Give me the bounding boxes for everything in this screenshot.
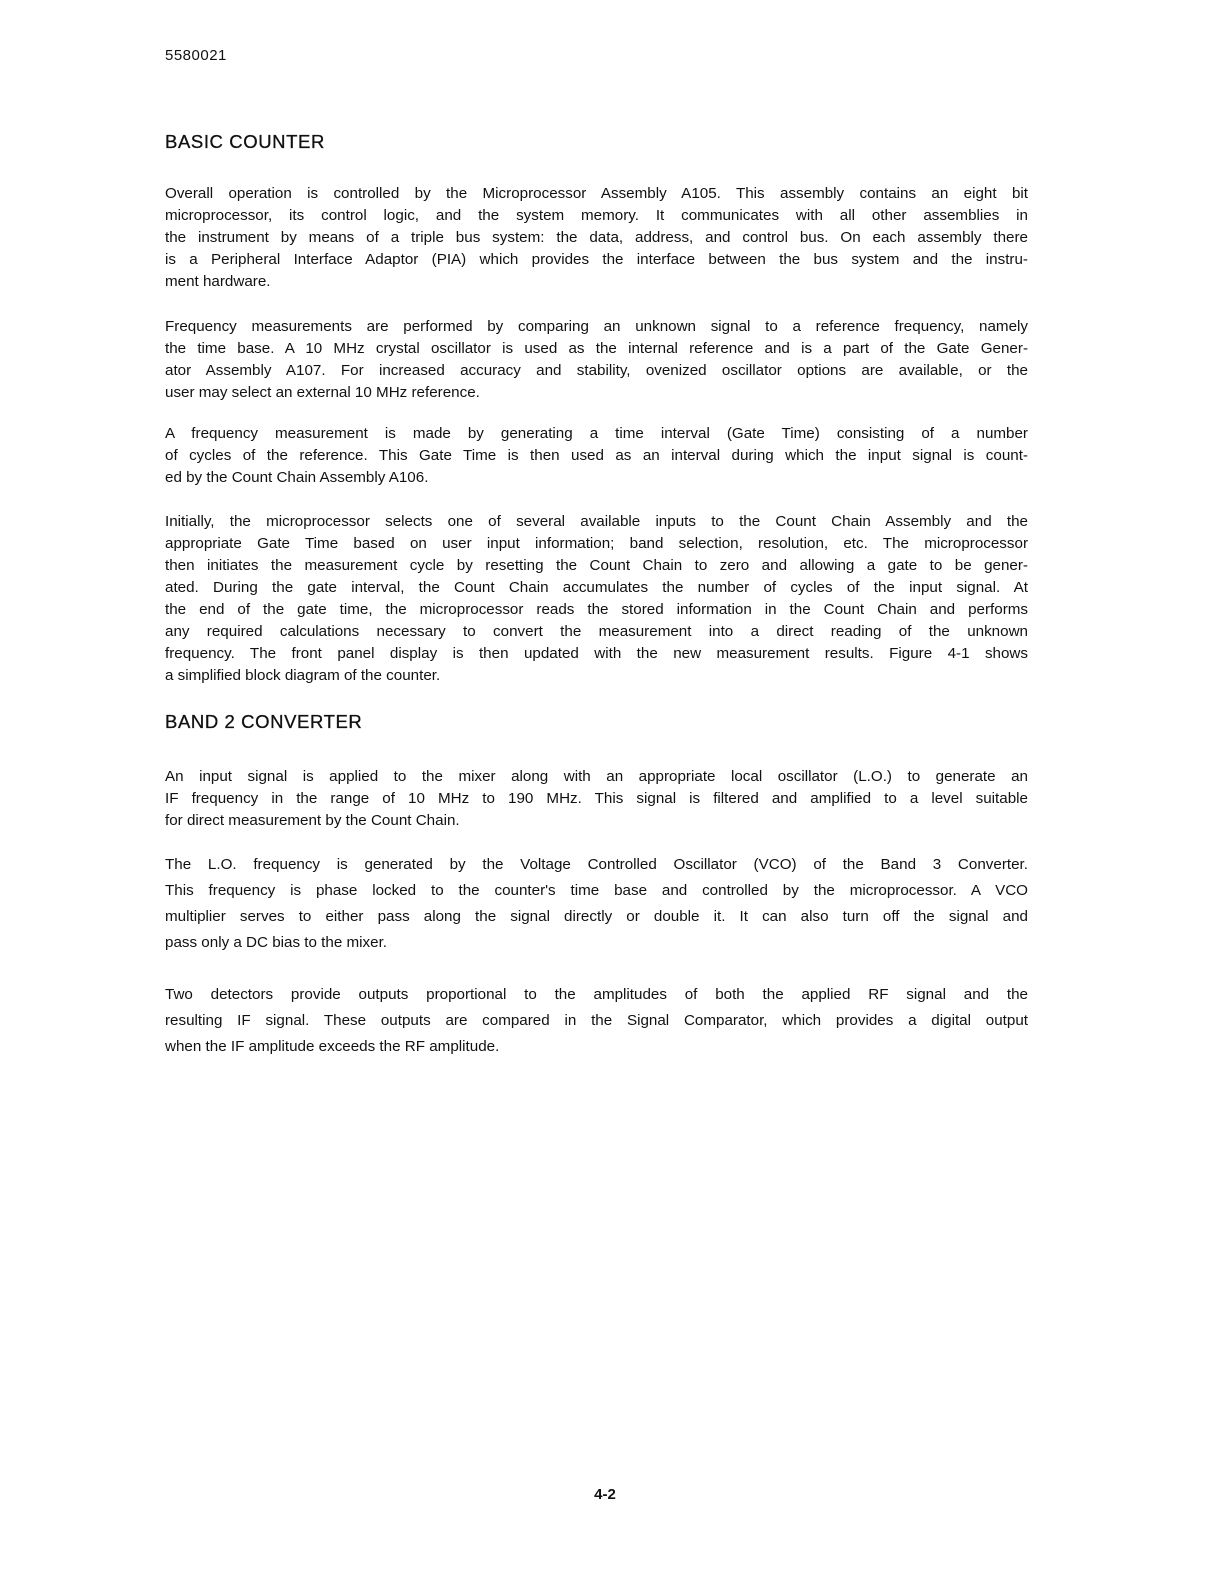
text-line: of cycles of the reference. This Gate Time is then used as an interval during which the input signal is count- bbox=[165, 447, 1028, 464]
text-line: then initiates the measurement cycle by resetting the Count Chain to zero and allowing a gate to be gener- bbox=[165, 557, 1028, 574]
text-line: resulting IF signal. These outputs are compared in the Signal Comparator, which provides a digital output bbox=[165, 1012, 1028, 1029]
text-line: a simplified block diagram of the counter. bbox=[165, 667, 441, 684]
text-line: any required calculations necessary to convert the measurement into a direct reading of the unknown bbox=[165, 623, 1028, 640]
text-line: A frequency measurement is made by generating a time interval (Gate Time) consisting of a number bbox=[165, 425, 1028, 442]
text-line: appropriate Gate Time based on user input information; band selection, resolution, etc. The microprocessor bbox=[165, 535, 1028, 552]
text-line: the time base. A 10 MHz crystal oscillator is used as the internal reference and is a part of the Gate Gener- bbox=[165, 340, 1028, 357]
document-number: 5580021 bbox=[165, 47, 227, 64]
paragraph bbox=[165, 316, 1028, 404]
text-line: Two detectors provide outputs proportional to the amplitudes of both the applied RF signal and the bbox=[165, 986, 1028, 1003]
text-line: The L.O. frequency is generated by the Voltage Controlled Oscillator (VCO) of the Band 3 Converter. bbox=[165, 856, 1028, 873]
paragraph bbox=[165, 423, 1028, 489]
text-line: An input signal is applied to the mixer along with an appropriate local oscillator (L.O.) to generate an bbox=[165, 768, 1028, 785]
text-line: ed by the Count Chain Assembly A106. bbox=[165, 469, 429, 486]
paragraph bbox=[165, 511, 1028, 687]
text-line: frequency. The front panel display is then updated with the new measurement results. Figure 4-1 shows bbox=[165, 645, 1028, 662]
text-line: when the IF amplitude exceeds the RF amplitude. bbox=[165, 1038, 500, 1055]
text-line: This frequency is phase locked to the counter's time base and controlled by the microprocessor. A VCO bbox=[165, 882, 1028, 899]
text-line: microprocessor, its control logic, and the system memory. It communicates with all other assemblies in bbox=[165, 207, 1028, 224]
text-line: user may select an external 10 MHz reference. bbox=[165, 384, 480, 401]
paragraph bbox=[165, 852, 1028, 956]
text-line: ator Assembly A107. For increased accuracy and stability, ovenized oscillator options are available, or the bbox=[165, 362, 1028, 379]
paragraph bbox=[165, 183, 1028, 293]
text-line: Overall operation is controlled by the Microprocessor Assembly A105. This assembly contains an eight bit bbox=[165, 185, 1028, 202]
paragraph bbox=[165, 766, 1028, 832]
text-line: ated. During the gate interval, the Count Chain accumulates the number of cycles of the input signal. At bbox=[165, 579, 1028, 596]
text-line: Initially, the microprocessor selects one of several available inputs to the Count Chain Assembly and the bbox=[165, 513, 1028, 530]
text-line: IF frequency in the range of 10 MHz to 190 MHz. This signal is filtered and amplified to a level suitable bbox=[165, 790, 1028, 807]
section-heading-basic-counter: BASIC COUNTER bbox=[165, 131, 325, 152]
text-line: the end of the gate time, the microprocessor reads the stored information in the Count Chain and performs bbox=[165, 601, 1028, 618]
paragraph bbox=[165, 982, 1028, 1060]
text-line: pass only a DC bias to the mixer. bbox=[165, 934, 388, 951]
text-line: is a Peripheral Interface Adaptor (PIA) which provides the interface between the bus system and the instru- bbox=[165, 251, 1028, 268]
text-line: Frequency measurements are performed by comparing an unknown signal to a reference frequency, namely bbox=[165, 318, 1028, 335]
text-line: for direct measurement by the Count Chain. bbox=[165, 812, 460, 829]
page-number: 4-2 bbox=[594, 1486, 616, 1503]
section-heading-band-2-converter: BAND 2 CONVERTER bbox=[165, 711, 363, 732]
text-line: multiplier serves to either pass along the signal directly or double it. It can also turn off the signal and bbox=[165, 908, 1028, 925]
text-line: ment hardware. bbox=[165, 273, 271, 290]
text-line: the instrument by means of a triple bus system: the data, address, and control bus. On each assembly there bbox=[165, 229, 1028, 246]
